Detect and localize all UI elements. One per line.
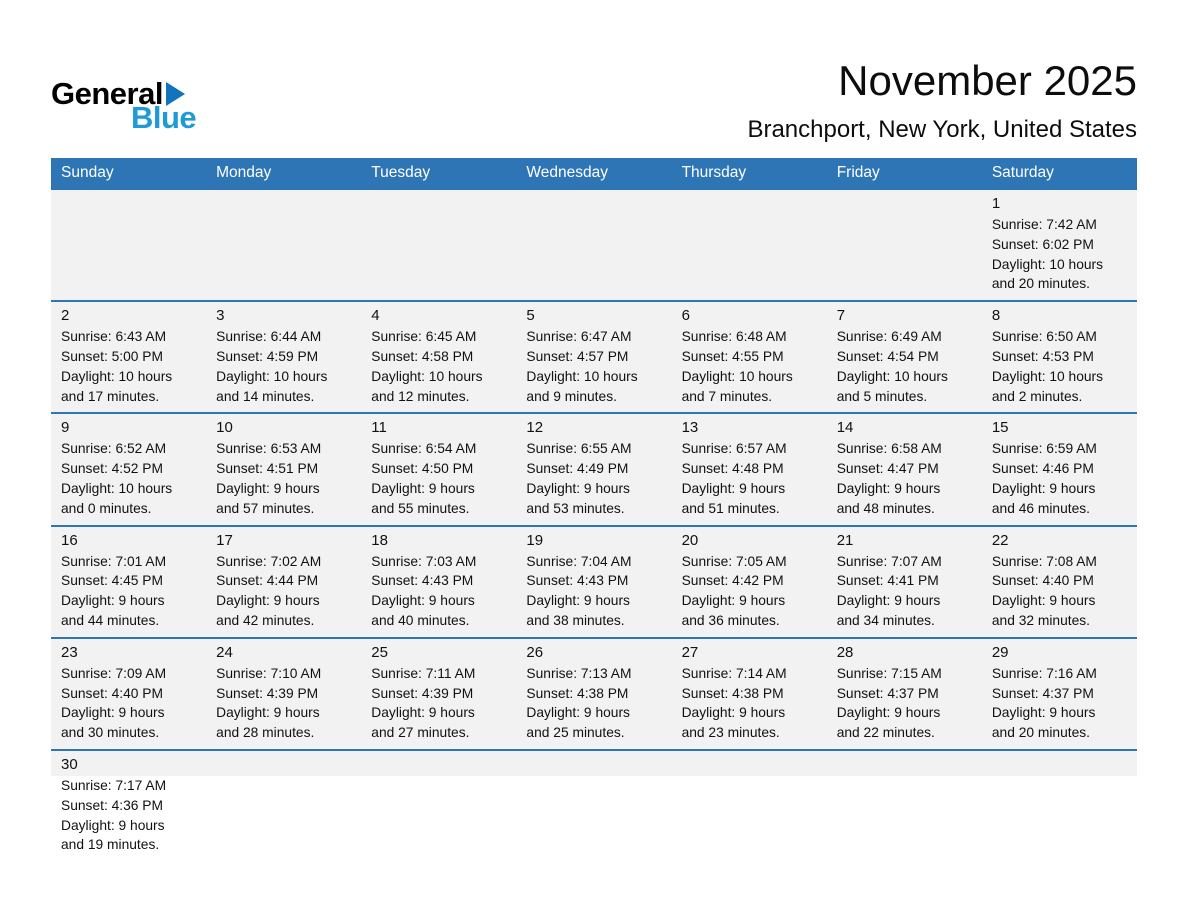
week-row-6 [51,749,1137,861]
day-cell-15 [982,414,1137,524]
day-info-line: Sunset: 4:49 PM [526,461,629,477]
day-info-line: Sunrise: 7:13 AM [526,665,632,681]
weekday-sunday: Sunday [61,164,114,181]
calendar-grid [51,190,1137,861]
masthead [51,0,1137,158]
day-number: 15 [991,419,1009,437]
day-info-line: Sunrise: 7:14 AM [681,665,787,681]
day-info-line: Sunset: 6:02 PM [991,236,1094,252]
day-info-line: Sunset: 4:39 PM [216,685,319,701]
day-number: 18 [371,531,388,549]
day-info-line: and 0 minutes. [61,500,152,516]
day-cell-12 [516,414,671,524]
day-cell-empty [672,190,827,300]
day-number: 6 [681,307,690,325]
day-number: 20 [681,531,699,549]
day-cell-empty [361,751,516,861]
day-info-line: Daylight: 9 hours [61,817,165,833]
day-cell-17 [206,527,361,637]
day-info-line: and 48 minutes. [836,500,935,516]
day-info-line: and 38 minutes. [526,612,625,628]
day-cell-26 [516,639,671,749]
day-info-line: Daylight: 9 hours [681,480,786,496]
day-info-line: and 36 minutes. [681,612,780,628]
day-info-line: Daylight: 9 hours [371,593,475,609]
day-info-line: Daylight: 9 hours [681,705,786,721]
day-info-line: Daylight: 10 hours [991,256,1104,272]
day-cell-25 [361,639,516,749]
day-info-line: Daylight: 9 hours [526,593,630,609]
general-blue-logo [51,78,196,133]
day-cell-empty [516,190,671,300]
day-info-line: and 2 minutes. [991,388,1083,404]
day-cell-20 [672,527,827,637]
day-info-line: Sunrise: 6:53 AM [216,441,322,457]
day-info-line: Sunrise: 7:03 AM [371,553,477,569]
day-info-line: Daylight: 9 hours [526,480,630,496]
day-info-line: Daylight: 9 hours [836,593,941,609]
day-cell-6 [672,302,827,412]
day-info-line: Daylight: 10 hours [836,368,948,384]
day-number: 4 [371,307,380,325]
day-info-line: Sunset: 4:43 PM [371,573,474,589]
day-info-line: Daylight: 9 hours [61,593,165,609]
day-info-line: Daylight: 10 hours [216,368,328,384]
day-number: 30 [61,755,78,773]
day-info-line: Sunrise: 7:10 AM [216,665,322,681]
day-info-line: and 22 minutes. [836,725,935,741]
day-info-line: Daylight: 9 hours [526,705,630,721]
day-info-line: Sunrise: 7:02 AM [216,553,322,569]
day-number: 24 [216,643,233,661]
day-info-line: Sunset: 4:50 PM [371,461,474,477]
day-cell-7 [827,302,982,412]
month-title: November 2025 [838,57,1137,104]
weekday-saturday: Saturday [991,164,1054,181]
day-cell-16 [51,527,206,637]
day-info-line: Sunrise: 6:54 AM [371,441,477,457]
day-info-line: and 32 minutes. [991,612,1091,628]
day-info-line: Sunset: 4:44 PM [216,573,319,589]
day-info-line: Sunrise: 6:59 AM [991,441,1097,457]
day-info-line: Sunrise: 7:08 AM [991,553,1097,569]
day-number: 29 [991,643,1009,661]
day-info-line: and 20 minutes. [991,725,1091,741]
day-cell-empty [516,751,671,861]
day-info-line: Sunrise: 7:07 AM [836,553,942,569]
day-number: 27 [681,643,699,661]
day-number: 7 [836,307,846,325]
day-info-line: Sunrise: 7:09 AM [61,665,167,681]
day-number: 13 [681,419,699,437]
day-cell-23 [51,639,206,749]
day-cell-empty [827,751,982,861]
day-info-line: Sunset: 4:51 PM [216,461,319,477]
day-info-line: Sunrise: 6:55 AM [526,441,632,457]
day-cell-empty [206,190,361,300]
day-number: 16 [61,531,78,549]
day-number: 2 [61,307,70,325]
day-cell-21 [827,527,982,637]
day-info-line: and 46 minutes. [991,500,1091,516]
day-cell-27 [672,639,827,749]
week-row-4 [51,525,1137,637]
day-info-line: and 27 minutes. [371,725,470,741]
day-info-line: Sunset: 4:52 PM [61,461,164,477]
weekday-header-row [51,158,1137,190]
day-cell-3 [206,302,361,412]
calendar-table [51,158,1137,861]
day-info-line: Sunset: 4:39 PM [371,685,474,701]
day-info-line: Daylight: 9 hours [836,705,941,721]
day-info-line: Daylight: 9 hours [681,593,786,609]
day-info-line: Sunrise: 6:48 AM [681,329,787,345]
day-cell-14 [827,414,982,524]
day-number: 19 [526,531,544,549]
title-block [747,57,1137,144]
location-subtitle: Branchport, New York, United States [747,116,1137,143]
day-number: 17 [216,531,233,549]
day-info-line: Sunset: 4:47 PM [836,461,939,477]
day-info-line: and 34 minutes. [836,612,935,628]
day-cell-empty [361,190,516,300]
day-info-line: and 23 minutes. [681,725,780,741]
day-number: 28 [836,643,854,661]
day-info-line: and 25 minutes. [526,725,625,741]
day-number: 9 [61,419,70,437]
day-cell-11 [361,414,516,524]
day-info-line: Sunset: 4:40 PM [61,685,164,701]
day-cell-8 [982,302,1137,412]
day-info-line: Daylight: 10 hours [991,368,1104,384]
day-info-line: Sunrise: 7:17 AM [61,777,167,793]
day-cell-24 [206,639,361,749]
day-number: 25 [371,643,388,661]
day-cell-29 [982,639,1137,749]
logo-text-general: General [51,76,163,111]
weekday-thursday: Thursday [681,164,747,181]
weekday-monday: Monday [216,164,272,181]
day-info-line: and 5 minutes. [836,388,928,404]
day-info-line: and 20 minutes. [991,276,1091,292]
day-info-line: Daylight: 10 hours [61,480,173,496]
day-cell-2 [51,302,206,412]
day-info-line: Sunrise: 6:49 AM [836,329,942,345]
day-info-line: and 53 minutes. [526,500,625,516]
day-info-line: Daylight: 9 hours [991,480,1096,496]
day-info-line: Sunset: 4:54 PM [836,348,939,364]
day-cell-empty [982,751,1137,861]
day-cell-13 [672,414,827,524]
day-number: 5 [526,307,535,325]
day-info-line: Sunrise: 7:04 AM [526,553,632,569]
day-info-line: and 7 minutes. [681,388,773,404]
day-info-line: and 40 minutes. [371,612,470,628]
day-info-line: and 28 minutes. [216,725,315,741]
day-info-line: Daylight: 9 hours [991,705,1096,721]
day-info-line: Sunset: 4:36 PM [61,797,164,813]
day-info-line: and 30 minutes. [61,725,160,741]
day-info-line: Daylight: 9 hours [371,705,475,721]
day-cell-1 [982,190,1137,300]
day-number: 8 [991,307,1001,325]
weekday-tuesday: Tuesday [371,164,431,181]
day-info-line: Daylight: 10 hours [61,368,173,384]
day-info-line: Daylight: 10 hours [681,368,793,384]
day-info-line: and 55 minutes. [371,500,470,516]
day-cell-empty [51,190,206,300]
day-number: 10 [216,419,233,437]
day-info-line: Sunrise: 7:05 AM [681,553,787,569]
day-info-line: Sunrise: 6:45 AM [371,329,477,345]
week-row-3 [51,412,1137,524]
day-cell-22 [982,527,1137,637]
day-info-line: Sunrise: 7:11 AM [371,665,476,681]
day-info-line: and 44 minutes. [61,612,160,628]
day-info-line: Sunset: 4:57 PM [526,348,629,364]
day-number: 11 [371,419,387,437]
day-info-line: Sunset: 4:40 PM [991,573,1094,589]
week-row-2 [51,300,1137,412]
day-info-line: Daylight: 9 hours [61,705,165,721]
day-info-line: Sunrise: 7:01 AM [61,553,167,569]
day-info-line: Sunrise: 6:50 AM [991,329,1097,345]
day-info-line: Daylight: 9 hours [991,593,1096,609]
day-number: 26 [526,643,544,661]
day-info-line: Daylight: 9 hours [216,480,320,496]
day-cell-10 [206,414,361,524]
day-info-line: Sunset: 4:37 PM [836,685,939,701]
day-info-line: Sunset: 4:37 PM [991,685,1094,701]
logo-text-blue: Blue [131,100,197,135]
day-number: 22 [991,531,1009,549]
weekday-wednesday: Wednesday [526,164,608,181]
day-number: 23 [61,643,78,661]
day-number: 21 [836,531,854,549]
day-info-line: Sunset: 5:00 PM [61,348,164,364]
day-cell-9 [51,414,206,524]
day-info-line: and 42 minutes. [216,612,315,628]
day-info-line: Sunrise: 7:15 AM [836,665,942,681]
day-cell-empty [672,751,827,861]
day-info-line: Sunset: 4:59 PM [216,348,319,364]
week-row-5 [51,637,1137,749]
day-cell-4 [361,302,516,412]
day-cell-empty [827,190,982,300]
day-info-line: Sunrise: 6:44 AM [216,329,322,345]
day-number: 12 [526,419,544,437]
day-info-line: Daylight: 9 hours [836,480,941,496]
day-info-line: and 57 minutes. [216,500,315,516]
day-info-line: Sunset: 4:58 PM [371,348,474,364]
day-info-line: Daylight: 9 hours [216,705,320,721]
weekday-friday: Friday [836,164,880,181]
day-info-line: and 9 minutes. [526,388,617,404]
day-info-line: Sunset: 4:43 PM [526,573,629,589]
day-info-line: Sunrise: 6:52 AM [61,441,167,457]
day-cell-30 [51,751,206,861]
day-cell-5 [516,302,671,412]
day-info-line: Daylight: 10 hours [371,368,483,384]
week-row-1 [51,190,1137,300]
day-info-line: and 12 minutes. [371,388,470,404]
day-number: 14 [836,419,854,437]
day-info-line: Sunset: 4:38 PM [526,685,629,701]
day-info-line: Sunrise: 6:58 AM [836,441,942,457]
day-info-line: Sunset: 4:41 PM [836,573,939,589]
day-info-line: Daylight: 9 hours [371,480,475,496]
day-number: 3 [216,307,225,325]
day-info-line: Sunrise: 7:16 AM [991,665,1097,681]
day-info-line: Sunset: 4:46 PM [991,461,1094,477]
day-info-line: Sunrise: 6:43 AM [61,329,167,345]
day-info-line: Sunset: 4:38 PM [681,685,784,701]
day-info-line: Daylight: 9 hours [216,593,320,609]
day-info-line: Sunset: 4:48 PM [681,461,784,477]
day-info-line: Sunset: 4:53 PM [991,348,1094,364]
day-cell-28 [827,639,982,749]
day-info-line: and 51 minutes. [681,500,780,516]
day-cell-19 [516,527,671,637]
day-info-line: Sunset: 4:55 PM [681,348,784,364]
day-cell-18 [361,527,516,637]
day-info-line: Daylight: 10 hours [526,368,638,384]
day-info-line: Sunset: 4:45 PM [61,573,164,589]
day-cell-empty [206,751,361,861]
day-info-line: and 14 minutes. [216,388,315,404]
day-info-line: and 17 minutes. [61,388,160,404]
day-info-line: and 19 minutes. [61,837,160,853]
day-info-line: Sunrise: 6:47 AM [526,329,632,345]
day-number: 1 [991,195,1001,212]
day-info-line: Sunrise: 6:57 AM [681,441,787,457]
day-info-line: Sunset: 4:42 PM [681,573,784,589]
day-info-line: Sunrise: 7:42 AM [991,217,1097,232]
